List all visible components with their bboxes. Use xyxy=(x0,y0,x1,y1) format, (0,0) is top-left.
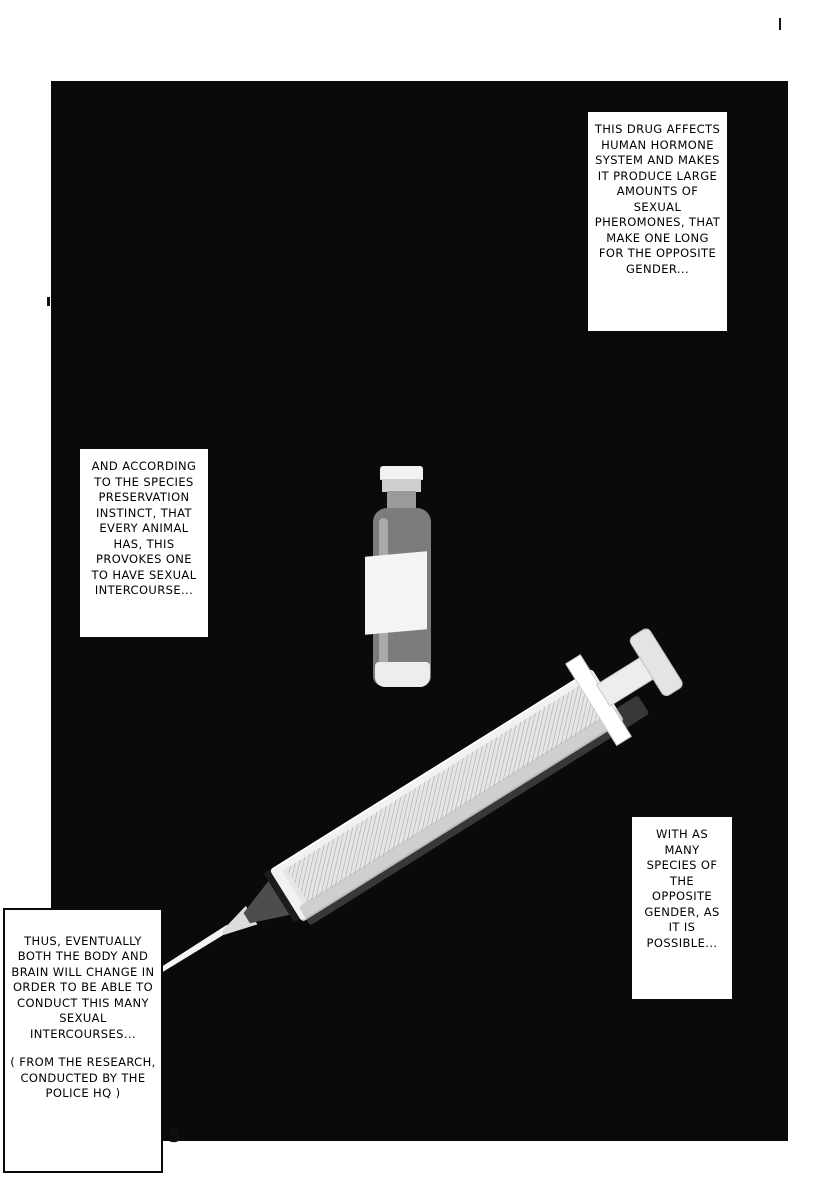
page-number: 5 xyxy=(168,1125,182,1147)
caption-box-drug xyxy=(586,110,729,333)
caption-thus-inner xyxy=(10,918,156,1117)
caption-text-with: WITH AS MANY SPECIES OF THE OPPOSITE GENDER, AS IT IS POSSIBLE... xyxy=(644,827,720,950)
caption-box-species xyxy=(78,447,210,639)
caption-text-thus-source: ( FROM THE RESEARCH, CONDUCTED BY THE POLICE HQ ) xyxy=(10,1055,156,1100)
syringe-barrel-shadow xyxy=(299,695,650,926)
syringe-barrel-hatching xyxy=(286,683,604,902)
caption-text-thus: THUS, EVENTUALLY BOTH THE BODY AND BRAIN WILL CHANGE IN ORDER TO BE ABLE TO CONDUCT THIS MANY SEXUAL INTERCOURSES... xyxy=(11,933,155,1041)
caption-box-with xyxy=(630,815,734,1001)
speck-mark xyxy=(779,18,781,30)
vial-cap xyxy=(380,466,423,480)
speck-mark xyxy=(47,297,50,306)
caption-text-species: AND ACCORDING TO THE SPECIES PRESERVATION INSTINCT, THAT EVERY ANIMAL HAS, THIS PROVOKES ONE TO HAVE SEXUAL INTERCOURSE... xyxy=(91,459,197,597)
caption-box-thus xyxy=(3,908,163,1173)
caption-text-drug: THIS DRUG AFFECTS HUMAN HORMONE SYSTEM AND MAKES IT PRODUCE LARGE AMOUNTS OF SEXUAL PHEROMONES, THAT MAKE ONE LONG FOR THE OPPOSITE GENDER... xyxy=(594,122,721,276)
